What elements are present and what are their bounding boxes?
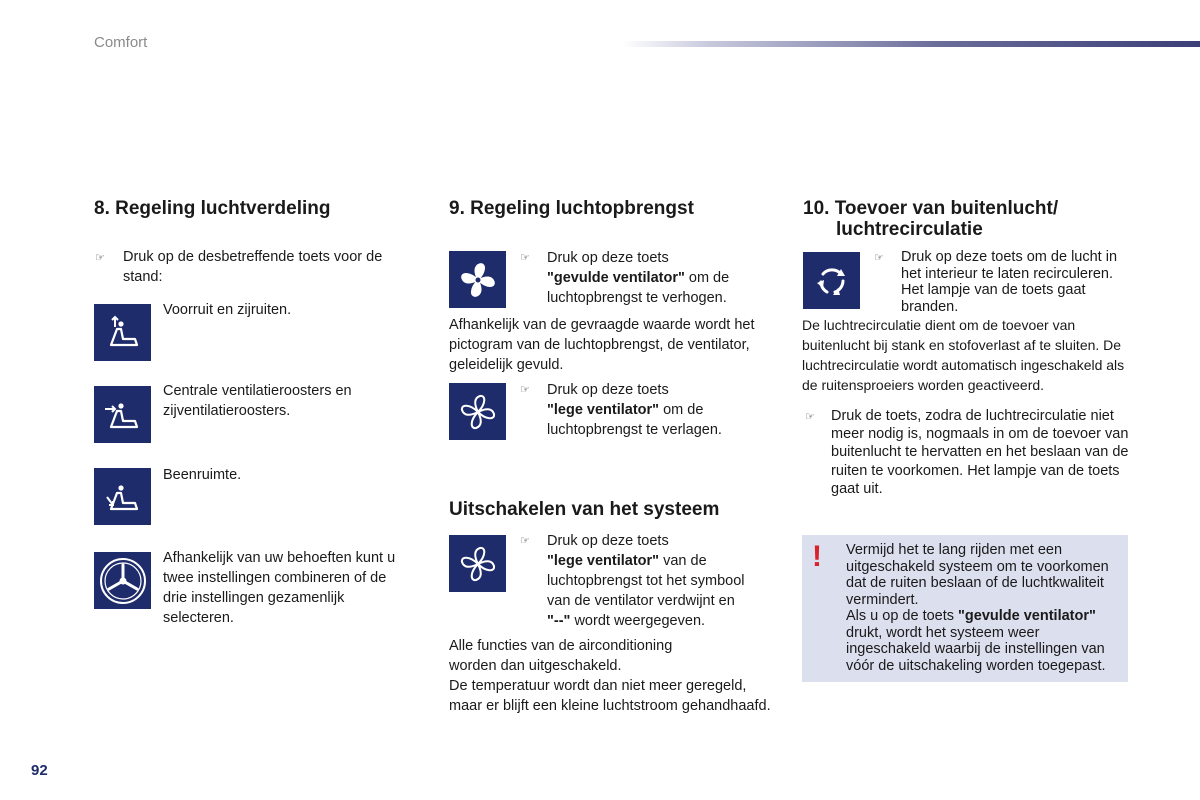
dash-symbol-term: "--" [547,613,571,629]
warning-paragraph: Vermijd het te lang rijden met een uitgeschakeld systeem om te voorkomen dat de ruiten beslaan of de luchtkwaliteit vermindert. [846,542,1109,608]
increase-flow-instruction [547,248,787,308]
warning-text [846,542,1122,674]
instruction-line [547,268,787,288]
instruction-line: Druk op deze toets [547,250,669,266]
switch-off-instruction [547,531,787,631]
instruction-line: Druk op deze toets [547,382,669,398]
section-title-air-flow: 9. Regeling luchtopbrengst [449,198,694,219]
windscreen-airflow-icon [94,304,151,361]
warning-exclamation-icon: ! [812,540,822,573]
distribution-vents-label: Centrale ventilatieroosters en zijventilatieroosters. [163,383,352,419]
hand-pointer-icon: ☞ [520,534,530,547]
instruction-line: luchtopbrengst tot het symbool [547,573,745,589]
hand-pointer-icon: ☞ [520,251,530,264]
instruction-fragment: van de [663,553,707,569]
section-title-air-distribution: 8. Regeling luchtverdeling [94,198,331,219]
warning-fragment: drukt, wordt het systeem weer ingeschakeld waarbij de instellingen van vóór de uitschakeling worden toegepast. [846,624,1106,674]
instruction-line: van de ventilator verdwijnt en [547,593,735,609]
hand-pointer-icon: ☞ [874,251,884,264]
page-number: 92 [31,762,48,779]
empty-fan-icon [449,383,506,440]
instruction-fragment: wordt weergegeven. [574,613,706,629]
empty-fan-term: "lege ventilator" [547,402,660,418]
recirculation-purpose-paragraph: De luchtrecirculatie dient om de toevoer van buitenlucht bij stank en stofoverlast af te sluiten. De luchtrecirculatie wordt automatisch ingeschakeld als de ruitensproeiers worden geactiveerd. [802,317,1125,393]
instruction-line: luchtopbrengst te verlagen. [547,422,722,438]
hand-pointer-icon: ☞ [805,410,815,423]
filled-fan-icon [449,251,506,308]
instruction-line: Druk op deze toets [547,533,669,549]
distribution-combined-label: Afhankelijk van uw behoeften kunt u twee instellingen combineren of de drie instellingen gezamenlijk selecteren. [163,550,396,626]
distribution-windscreen-label: Voorruit en zijruiten. [163,302,292,318]
recirculation-on-instruction: Druk op deze toets om de lucht in het interieur te laten recirculeren. Het lampje van de toets gaat branden. [901,249,1118,315]
filled-fan-term: "gevulde ventilator" [547,270,685,286]
instruction-line [547,611,787,631]
empty-fan-icon [449,535,506,592]
center-vents-airflow-icon [94,386,151,443]
title-line: 10. Toevoer van buitenlucht/ [803,198,1059,219]
instruction-fragment: om de [688,270,730,286]
instruction-fragment: om de [663,402,704,418]
instruction-line [547,551,787,571]
decrease-flow-instruction [547,380,787,440]
header-gradient-bar [622,41,1200,47]
recirculation-off-instruction: Druk de toets, zodra de luchtrecirculatie niet meer nodig is, nogmaals in om de toevoer van buitenlucht te hervatten en het beslaan van de ruiten te voorkomen. Het lampje van de toets gaat uit. [831,408,1129,497]
filled-fan-term: "gevulde ventilator" [958,608,1096,624]
instruction-line: luchtopbrengst te verhogen. [547,290,727,306]
footwell-airflow-icon [94,468,151,525]
temperature-paragraph: De temperatuur wordt dan niet meer geregeld, maar er blijft een kleine luchtstroom gehandhaafd. [449,678,771,714]
warning-fragment: Als u op de toets [846,608,955,624]
hand-pointer-icon: ☞ [520,383,530,396]
section-label: Comfort [94,34,148,51]
empty-fan-term: "lege ventilator" [547,553,660,569]
recirculation-icon [803,252,860,309]
functions-off-paragraph: Alle functies van de airconditioning worden dan uitgeschakeld. [449,638,673,674]
combined-distribution-icon [94,552,151,609]
title-line: luchtrecirculatie [836,219,983,240]
section-title-recirculation [803,198,1058,240]
instruction-line [547,400,787,420]
distribution-footwell-label: Beenruimte. [163,467,242,483]
warning-paragraph [846,608,1122,674]
flow-pictogram-paragraph: Afhankelijk van de gevraagde waarde wordt het pictogram van de luchtopbrengst, de ventilator, geleidelijk gevuld. [449,317,755,373]
instruction-text: Druk op de desbetreffende toets voor de stand: [123,249,383,285]
section-title-switch-off: Uitschakelen van het systeem [449,499,720,520]
hand-pointer-icon: ☞ [95,251,105,264]
